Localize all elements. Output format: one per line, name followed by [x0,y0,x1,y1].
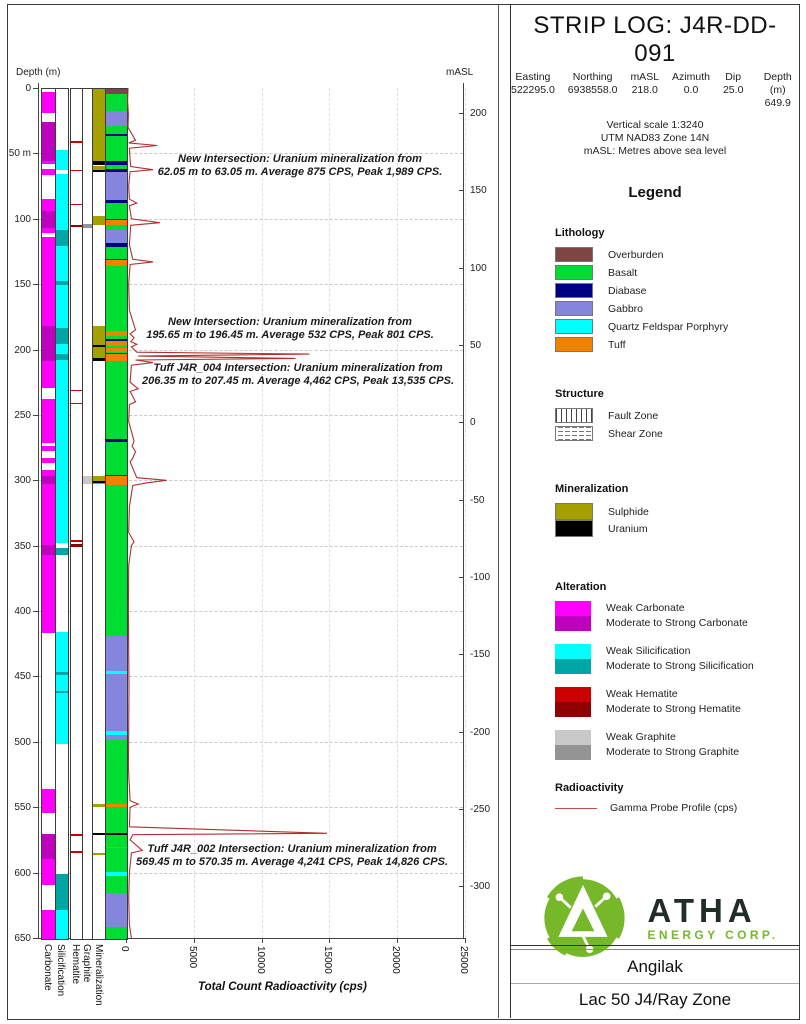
depth-tick [33,676,39,677]
masl-tick-label: -200 [470,727,491,738]
depth-tick-label: 100 [14,213,31,225]
structure-header: Structure [555,388,604,400]
alteration-weak-swatch [555,730,591,745]
lithology-tuff-swatch [555,337,593,352]
depth-tick [33,742,39,743]
masl-tick [459,654,464,655]
radioactivity-label: Gamma Probe Profile (cps) [610,802,738,814]
lithology-gabbro-swatch [555,301,593,316]
lithology-tuff-label: Tuff [608,338,626,351]
depth-tick [33,873,39,874]
structure-shear [555,426,799,441]
masl-tick [459,190,464,191]
structure-fault-label: Fault Zone [608,409,659,422]
lithology-overburden [555,247,799,262]
alteration-swatch [555,644,591,674]
masl-tick-label: -100 [470,572,491,583]
masl-axis-label: mASL [446,67,474,78]
alteration-group [555,730,799,760]
zone-name: Lac 50 J4/Ray Zone [511,983,799,1010]
alteration-header: Alteration [555,581,607,593]
mineralization-sulphide-swatch [555,503,593,520]
alteration-items [555,601,799,760]
mineralization-uranium-swatch [555,520,593,537]
cps-tick [194,938,195,943]
chart-right-border [498,4,499,1018]
depth-tick-label: 400 [14,606,31,618]
mineralization-items [555,503,799,537]
masl-tick-label: 200 [470,108,487,119]
cps-tick-label: 15000 [322,946,334,974]
masl-tick [459,577,464,578]
cps-tick [329,938,330,943]
depth-tick [33,88,39,89]
cps-tick-label: 0 [119,946,130,952]
masl-tick-label: 100 [470,263,487,274]
cps-tick [262,938,263,943]
mineralization-column-label: Mineralization [92,944,104,1006]
cps-tick [126,938,127,943]
structure-shear-label: Shear Zone [608,427,663,440]
depth-tick [33,611,39,612]
masl-tick-label: -50 [470,495,485,506]
cps-axis-title: Total Count Radioactivity (cps) [198,981,367,993]
masl-tick-label: 50 [470,340,482,351]
mineralization-sulphide [555,503,799,520]
info-panel [510,4,799,1018]
collar-easting: Easting 522295.0 [511,71,555,96]
depth-tick [33,153,39,154]
depth-tick-label: 50 m [8,148,31,160]
atha-logo-text [647,894,778,942]
depth-tick-label: 350 [14,540,31,552]
masl-tick [459,113,464,114]
silicification-column-label: Silicification [55,944,66,997]
lithology-gabbro-label: Gabbro [608,302,644,315]
collar-northing: Northing 6938558.0 [567,71,618,96]
alteration-weak-swatch [555,644,591,659]
alteration-group [555,687,799,717]
project-name: Angilak [627,957,683,976]
lithology-basalt [555,265,799,280]
lithology-basalt-label: Basalt [608,266,638,279]
structure-fault [555,408,799,423]
masl-tick [459,732,464,733]
alteration-strong-swatch [555,659,591,674]
legend-structure-section [555,388,799,441]
alteration-swatch [555,730,591,760]
lithology-items [555,247,799,352]
collar-masl: mASL 218.0 [630,71,660,96]
structure-items [555,408,799,441]
collar-depthm: Depth (m) 649.9 [763,71,792,109]
depth-tick-label: 500 [14,736,31,748]
masl-tick-label: 0 [470,417,476,428]
lithology-qfp [555,319,799,334]
depth-tick [33,350,39,351]
depth-tick [33,415,39,416]
lithology-tuff [555,337,799,352]
legend-radioactivity-section [555,782,799,814]
mineralization-sulphide-label: Sulphide [608,505,649,518]
depth-tick-label: 150 [14,279,31,291]
mineralization-uranium-label: Uranium [608,522,648,535]
gamma-line-icon [555,808,597,809]
cps-tick-label: 25000 [458,946,469,974]
masl-tick [459,809,464,810]
cps-tick [465,938,466,943]
depth-tick [33,284,39,285]
lithology-basalt-swatch [555,265,593,280]
depth-tick-label: 300 [14,475,31,487]
legend-title: Legend [628,184,682,201]
masl-tick [459,500,464,501]
depth-tick-label: 650 [14,933,31,944]
masl-tick [459,886,464,887]
lithology-qfp-swatch [555,319,593,334]
alteration-group [555,644,799,674]
masl-tick [459,268,464,269]
page-title: STRIP LOG: J4R-DD-091 [533,12,777,67]
lithology-qfp-label: Quartz Feldspar Porphyry [608,320,729,333]
alteration-labels: Weak Hematite Moderate to Strong Hematite [606,688,741,715]
alteration-swatch [555,687,591,717]
legend-alteration-section [555,581,799,760]
masl-tick [459,345,464,346]
cps-tick-label: 20000 [390,946,402,974]
radioactivity-item [555,802,799,814]
masl-tick-label: -250 [470,804,491,815]
lithology-header: Lithology [555,227,605,239]
depth-axis-label: Depth (m) [16,67,61,78]
atha-wordmark: ATHA [647,892,757,929]
cps-tick [397,938,398,943]
masl-tick-label: -300 [470,881,491,892]
depth-tick-label: 600 [14,867,31,879]
legend-mineralization-section [555,483,799,537]
depth-tick [33,807,39,808]
collar-info [511,71,799,110]
intersection-annotation-4: Tuff J4R_002 Intersection: Uranium mineralization from 569.45 m to 570.35 m. Average 4,241 CPS, Peak 14,826 CPS. [135,843,449,868]
alteration-strong-swatch [555,745,591,760]
masl-tick-label: -150 [470,649,491,660]
lithology-overburden-label: Overburden [608,248,664,261]
alteration-swatch [555,601,591,631]
depth-tick-label: 0 [25,83,31,94]
depth-tick [33,219,39,220]
lithology-overburden-swatch [555,247,593,262]
structure-fault-swatch [555,408,593,423]
lithology-diabase-label: Diabase [608,284,647,297]
masl-tick-label: 150 [470,185,487,196]
intersection-annotation-2: New Intersection: Uranium mineralization from 195.65 m to 196.45 m. Average 532 CPS, Peak 801 CPS. [146,316,434,341]
lithology-diabase-swatch [555,283,593,298]
depth-tick-label: 200 [14,344,31,356]
depth-tick-label: 550 [14,802,31,814]
project-footer [511,945,799,1018]
masl-tick [459,422,464,423]
alteration-labels: Weak Graphite Moderate to Strong Graphite [606,731,740,758]
carbonate-column-label: Carbonate [42,944,53,991]
lithology-diabase [555,283,799,298]
hematite-column-label: Hematite [70,944,81,985]
alteration-strong-swatch [555,702,591,717]
atha-subtitle: ENERGY CORP. [647,928,779,942]
radioactivity-header: Radioactivity [555,782,624,794]
legend-lithology-section [555,227,799,352]
alteration-weak-swatch [555,687,591,702]
structure-shear-swatch [555,426,593,441]
mineralization-uranium [555,520,799,537]
cps-tick-label: 10000 [254,946,266,974]
depth-tick [33,480,39,481]
intersection-annotation-3: Tuff J4R_004 Intersection: Uranium mineralization from 206.35 m to 207.45 m. Average 4,462 CPS, Peak 13,535 CPS. [141,362,455,387]
cps-tick-label: 5000 [186,946,198,969]
mineralization-header: Mineralization [555,483,629,495]
depth-tick [33,546,39,547]
alteration-group [555,601,799,631]
graphite-column-label: Graphite [81,944,92,983]
depth-tick-label: 250 [14,409,31,421]
alteration-labels: Weak Silicification Moderate to Strong Silicification [606,645,754,672]
alteration-weak-swatch [555,601,591,616]
collar-dip: Dip 25.0 [722,71,744,96]
alteration-strong-swatch [555,616,591,631]
depth-tick-label: 450 [14,671,31,683]
alteration-labels: Weak Carbonate Moderate to Strong Carbonate [606,602,748,629]
scale-info: Vertical scale 1:3240 UTM NAD83 Zone 14N mASL: Metres above sea level [583,119,727,157]
depth-tick [33,938,39,939]
collar-azimuth: Azimuth 0.0 [672,71,710,96]
lithology-gabbro [555,301,799,316]
intersection-annotation-1: New Intersection: Uranium mineralization from 62.05 m to 63.05 m. Average 875 CPS, Peak 1,989 CPS. [157,153,443,178]
